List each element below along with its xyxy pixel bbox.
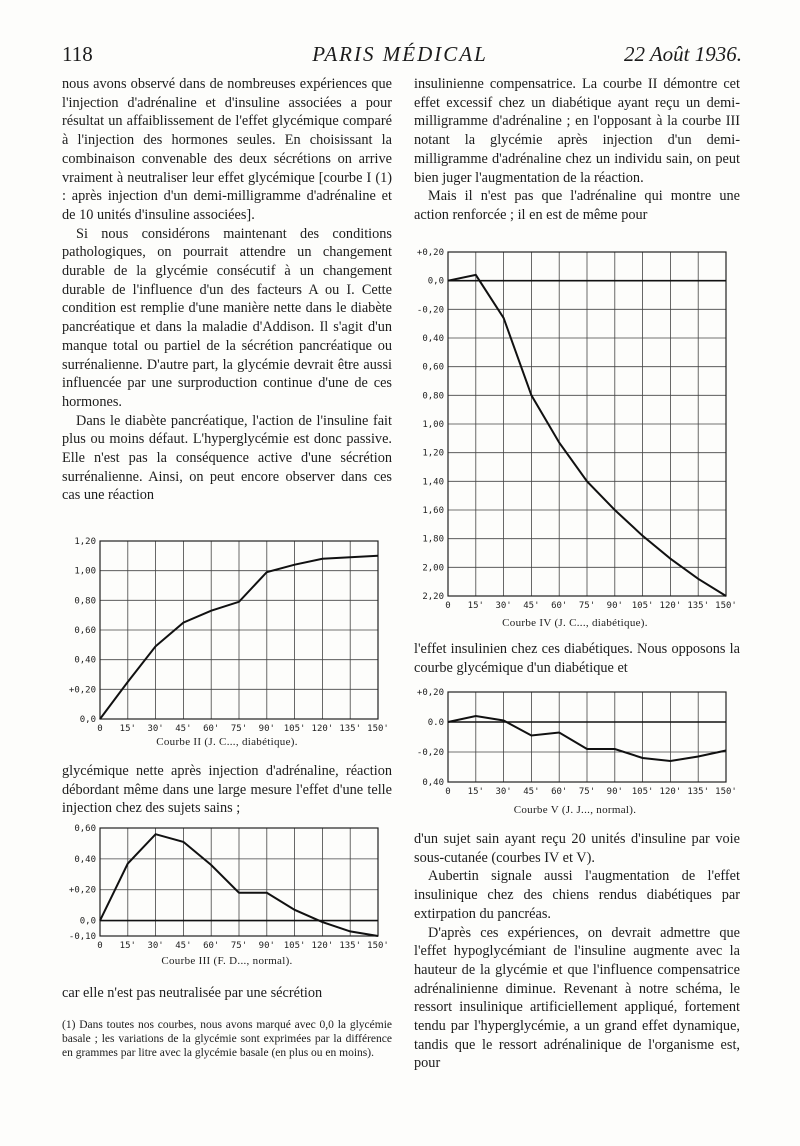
x-tick-label: 75' [230,941,248,951]
x-tick-label: 150' [367,941,389,951]
y-tick-label: 2,00 [422,563,444,574]
x-tick-label: 90' [606,787,623,797]
x-tick-label: 60' [203,941,220,951]
x-tick-label: 150' [715,787,737,797]
y-tick-label: +0,20 [68,885,96,896]
x-tick-label: 120' [659,601,682,611]
y-tick-label: 1,00 [422,420,444,430]
y-tick-label: 1,20 [422,448,444,459]
y-tick-label: 0,40 [74,854,96,865]
x-tick-label: 60' [551,601,568,611]
x-tick-label: 75' [578,601,596,611]
x-tick-label: 75' [230,724,248,734]
right-column-bottom-text [414,830,740,1073]
chart-courbe-ii [62,535,392,735]
x-tick-label: 30' [495,787,512,797]
x-tick-label: 0 [445,601,451,611]
x-tick-label: 135' [687,787,710,797]
x-tick-label: 135' [339,724,362,734]
y-tick-label: 0,60 [422,362,444,373]
paragraph: Aubertin signale aussi l'augmentation de l'effet insulinique chez des chiens rendus diabétiques par extirpation du pancréas. [414,868,740,922]
x-tick-label: 30' [495,601,512,611]
x-tick-label: 105' [631,787,654,797]
x-tick-label: 135' [687,601,710,611]
x-tick-label: 90' [258,941,275,951]
x-tick-label: 45' [523,601,540,611]
y-tick-label: 1,20 [74,537,96,547]
y-tick-label: -0,20 [416,748,444,758]
x-tick-label: 0 [445,787,451,797]
x-tick-label: 15' [119,724,136,734]
journal-title: PARIS MÉDICAL [312,42,488,66]
paragraph: Mais il n'est pas que l'adrénaline qui montre une action renforcée ; il en est de même pour [414,188,740,223]
left-column-bottom-text [62,984,392,1003]
x-tick-label: 30' [147,941,164,951]
x-tick-label: 45' [523,787,540,797]
y-tick-label: -0,10 [68,932,96,942]
x-tick-label: 120' [311,941,334,951]
x-tick-label: 0 [97,724,103,734]
x-tick-label: 120' [659,787,682,797]
x-tick-label: 90' [606,601,623,611]
y-tick-label: 0,40 [422,334,444,344]
caption-courbe-ii: Courbe II (J. C..., diabétique). [156,736,298,748]
chart-courbe-iii [62,822,392,952]
caption-courbe-iv: Courbe IV (J. C..., diabétique). [502,617,648,629]
x-tick-label: 15' [467,787,484,797]
y-tick-label: 0.0 [427,718,444,728]
x-tick-label: 75' [578,787,596,797]
x-tick-label: 150' [367,724,389,734]
x-tick-label: 45' [175,724,192,734]
y-tick-label: 0,0 [427,276,444,287]
paragraph: D'après ces expériences, on devrait admettre que l'effet hypoglycémiant de l'insuline augmente avec la hauteur de la glycémie et que l'influence compensatrice adrénalinienne diminue. Revenant à notre schéma, le ressort insulinique artificiellement appliqué, fortement tendu par l'hyperglycémie, a un grand effet dynamique, tandis que le ressort adrénalinique de l'organisme est, pour [414,924,740,1072]
y-tick-label: 0,60 [74,824,96,834]
x-tick-label: 60' [551,787,568,797]
x-tick-label: 0 [97,941,103,951]
x-tick-label: 15' [119,941,136,951]
x-tick-label: 15' [467,601,484,611]
caption-courbe-iii: Courbe III (F. D..., normal). [161,955,293,967]
y-tick-label: 2,20 [422,592,444,602]
paragraph: insulinienne compensatrice. La courbe II démontre cet effet excessif chez un diabétique ayant reçu un demi-milligramme d'adrénaline ; en l'opposant à la courbe III notant la glycémie après injection d'un demi-milligramme d'adrénaline chez un individu sain, on peut bien juger l'augmentation de la réaction. [414,76,740,186]
paragraph: Si nous considérons maintenant des conditions pathologiques, on pourrait attendre un changement durable de la glycémie consécutif à un changement durable de l'influence d'un des facteurs A ou I. Cette condition est remplie d'une manière nette dans le diabète pancréatique et dans la maladie d'Addison. Il s'agit d'un manque total ou partiel de la sécrétion pancréatique ou surrénalienne. D'autre part, la glycémie devrait être aussi influencée par une surproduction continue d'une de ces hormones. [62,225,392,410]
x-tick-label: 135' [339,941,362,951]
page-number: 118 [62,42,93,66]
y-tick-label: +0,20 [416,688,444,698]
paragraph: d'un sujet sain ayant reçu 20 unités d'insuline par voie sous-cutanée (courbes IV et V). [414,831,740,866]
y-tick-label: 0,0 [79,916,96,927]
chart-courbe-iv [410,246,740,612]
x-tick-label: 45' [175,941,192,951]
paragraph: nous avons observé dans de nombreuses expériences que l'injection d'adrénaline et d'insuline associées a pour résultat un affaiblissement de l'effet glycémique comparé à l'injection des hormones seules. En choisissant la combinaison convenable des deux sécrétions on arrive vraiment à neutraliser leur effet glycémique [courbe I (1) : après injection d'un demi-milligramme d'adrénaline et de 10 unités d'insuline associées]. [62,76,392,223]
chart-courbe-v [410,686,740,798]
left-column-mid-text [62,762,392,818]
paragraph: l'effet insulinien chez ces diabétiques. Nous opposons la courbe glycémique d'un diabétique et [414,641,740,676]
y-tick-label: -0,20 [416,305,444,316]
y-tick-label: 1,60 [422,506,444,516]
caption-courbe-v: Courbe V (J. J..., normal). [513,804,637,816]
x-tick-label: 105' [283,724,306,734]
x-tick-label: 60' [203,724,220,734]
y-tick-label: 1,00 [74,566,96,577]
y-tick-label: 1,80 [422,534,444,545]
y-tick-label: +0,20 [68,685,96,696]
y-tick-label: 0,0 [79,715,96,725]
y-tick-label: 0,40 [74,655,96,666]
paragraph: car elle n'est pas neutralisée par une sécrétion [62,985,323,1001]
footnote: (1) Dans toutes nos courbes, nous avons marqué avec 0,0 la glycémie basale ; les variations de la glycémie sont exprimées par la différence en grammes par litre avec la glycémie basale (en plus ou en moins). [62,1019,392,1059]
x-tick-label: 150' [715,601,737,611]
paragraph: glycémique nette après injection d'adrénaline, réaction débordant même dans une large mesure l'effet d'une telle injection chez des sujets sains ; [62,763,392,817]
y-tick-label: 0,40 [422,778,444,788]
issue-date: 22 Août 1936. [623,42,742,66]
x-tick-label: 120' [311,724,334,734]
x-tick-label: 90' [258,724,275,734]
right-column-mid-text [414,640,740,677]
y-tick-label: 0,80 [74,596,96,607]
y-tick-label: 1,40 [422,477,444,488]
left-column-top-text [62,75,392,505]
paragraph: Dans le diabète pancréatique, l'action de l'insuline fait plus ou moins défaut. L'hyperglycémie est donc passive. Elle n'est pas la conséquence active d'une sécrétion surrénalienne. Ainsi, on peut encore observer dans ces cas une réaction [62,412,392,504]
x-tick-label: 30' [147,724,164,734]
x-tick-label: 105' [631,601,654,611]
y-tick-label: +0,20 [416,248,444,258]
right-column-top-text [414,75,740,225]
y-tick-label: 0,60 [74,626,96,636]
y-tick-label: 0,80 [422,391,444,402]
x-tick-label: 105' [283,941,306,951]
